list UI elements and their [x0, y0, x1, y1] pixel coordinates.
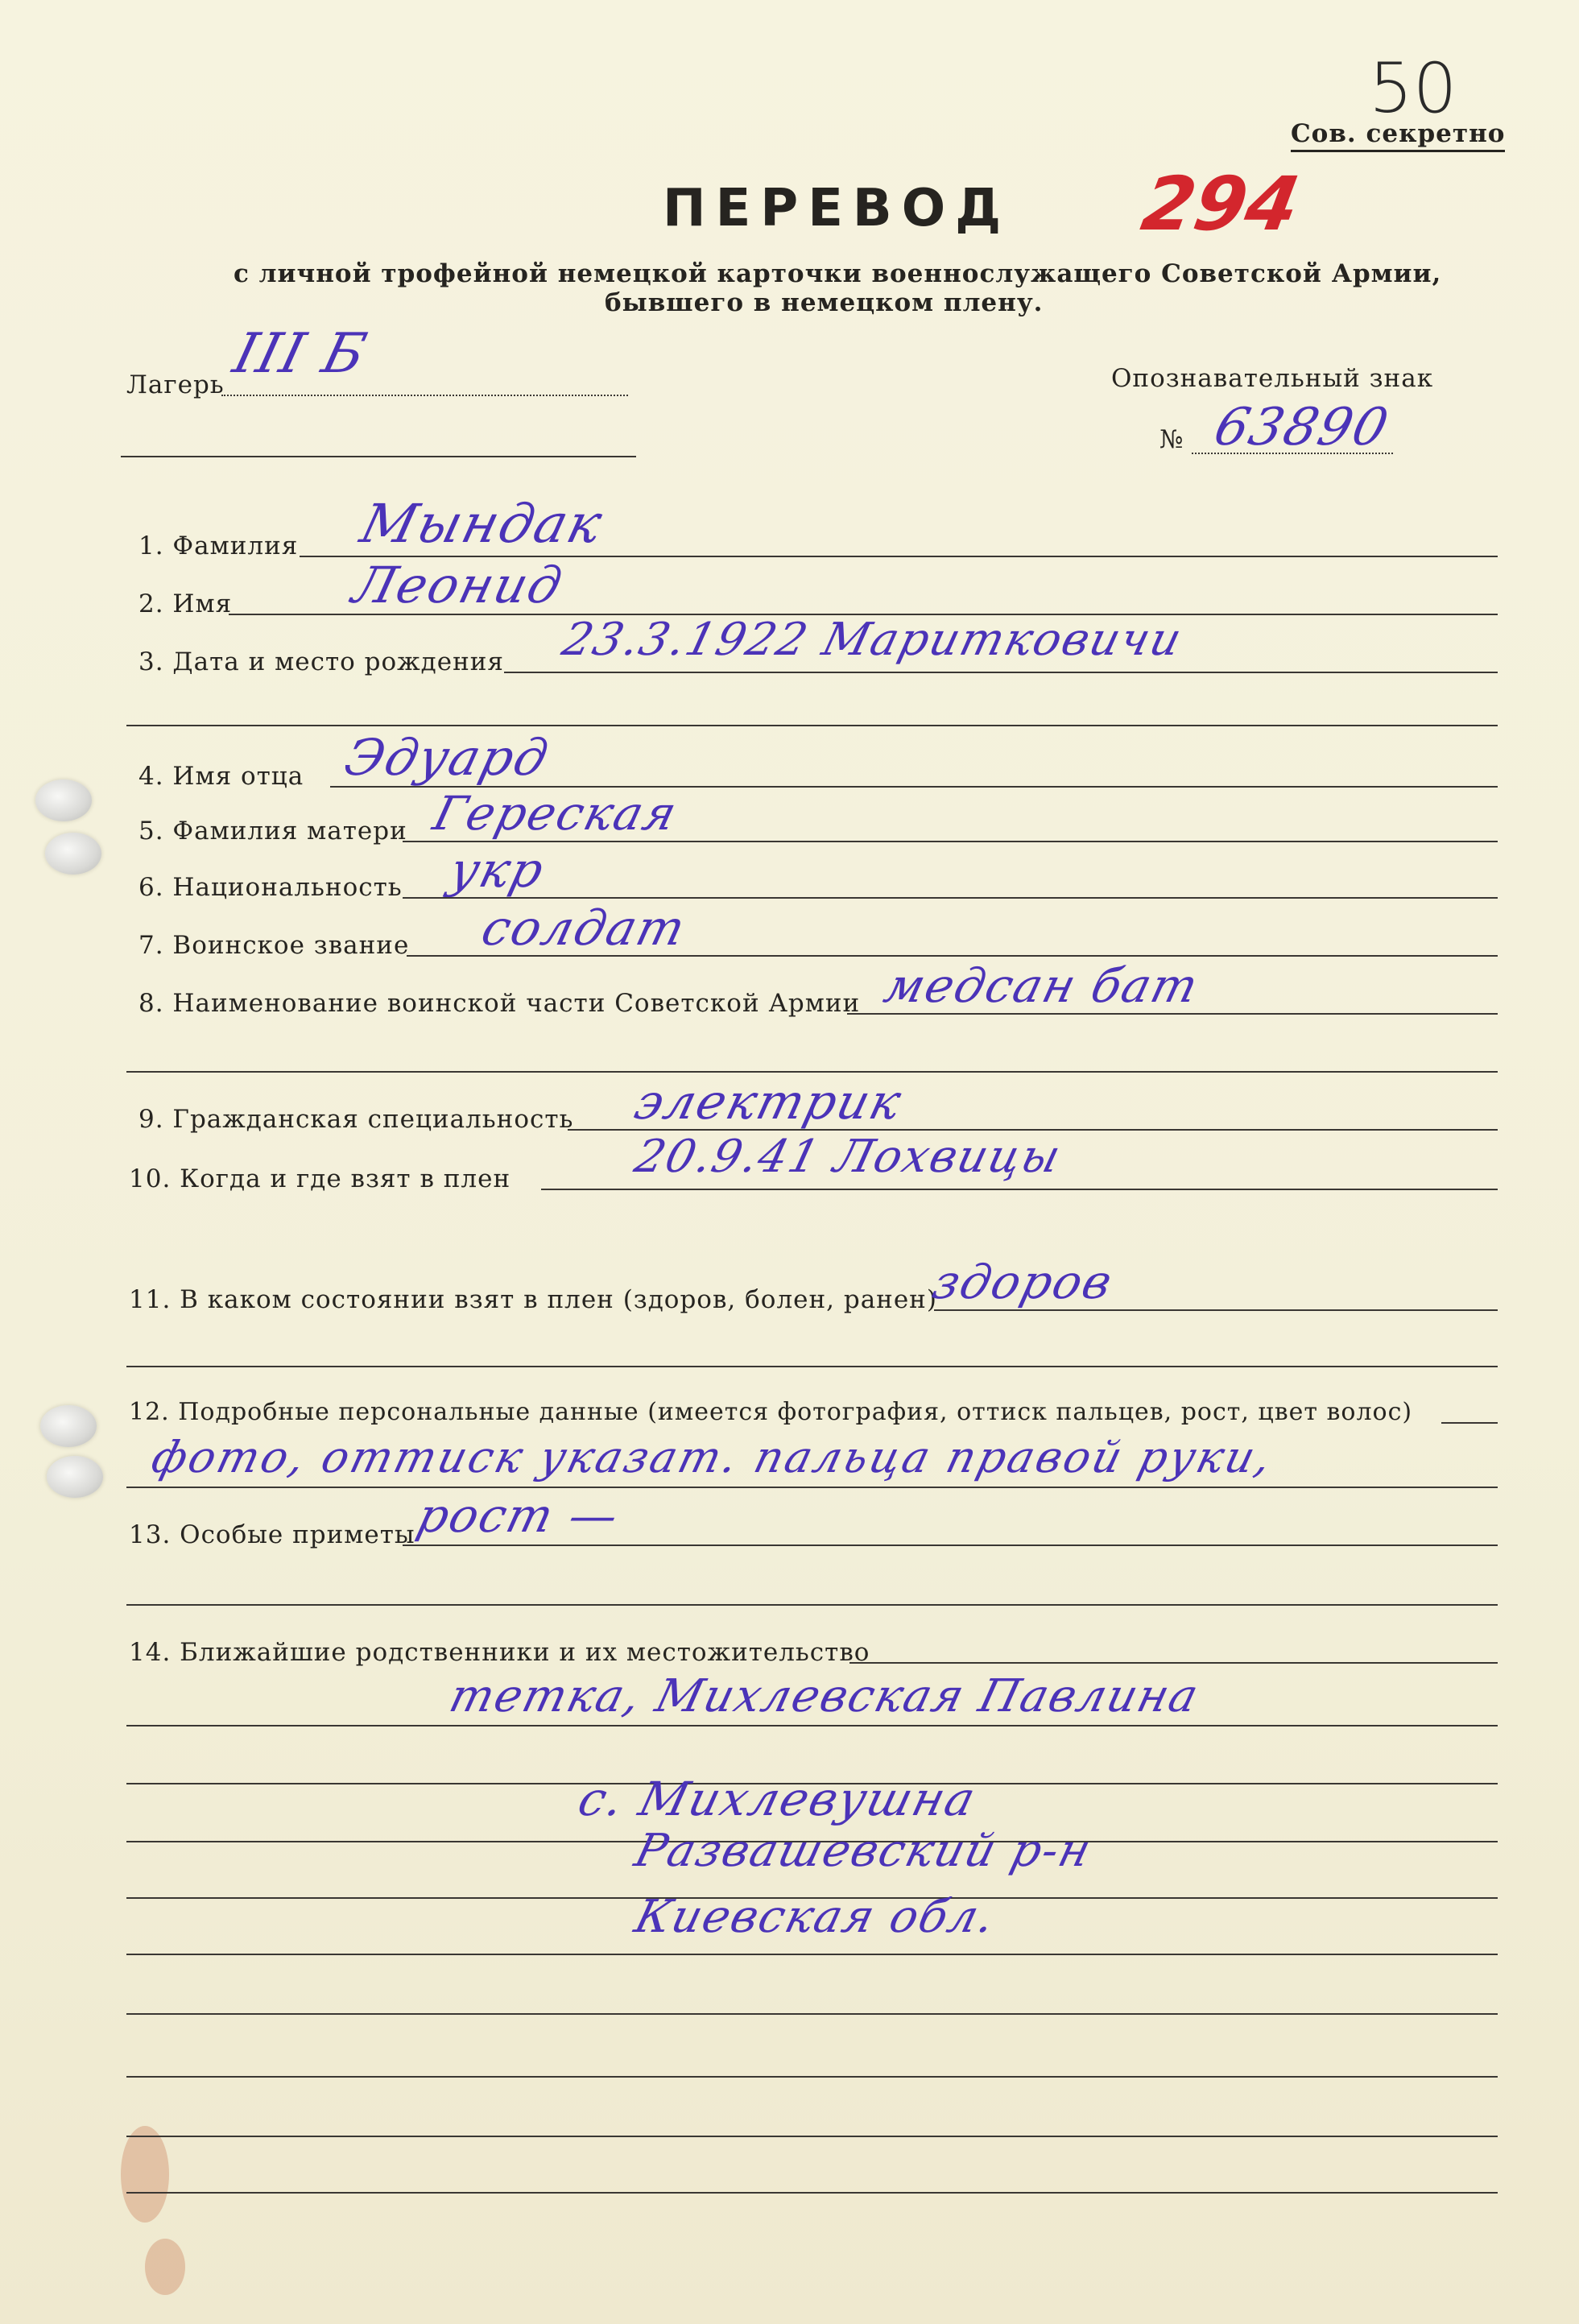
field-7-label: 7. Воинское звание: [138, 931, 410, 960]
field-3-extra-line: [126, 725, 1498, 726]
camp-extra-line: [121, 456, 636, 457]
field-13-extra-line: [126, 1604, 1498, 1606]
field-14-row-line: [126, 2136, 1498, 2137]
field-12-extra-line: [126, 1487, 1498, 1488]
camp-label: Лагерь: [126, 370, 225, 399]
field-13-line: [403, 1545, 1498, 1546]
field-1-value: Мындак: [354, 493, 610, 555]
page-number: 50: [1369, 48, 1457, 129]
field-5-line: [403, 841, 1498, 842]
field-7-line: [407, 955, 1498, 957]
field-12-label: 12. Подробные персональные данные (имеется фотография, оттиск пальцев, рост, цвет волос): [129, 1398, 1413, 1426]
field-11-line: [934, 1309, 1498, 1311]
punch-hole: [35, 779, 92, 821]
field-14-value-line1: тетка, Михлевская Павлина: [444, 1670, 1205, 1722]
field-5-value: Гереская: [428, 786, 684, 841]
field-8-extra-line: [126, 1071, 1498, 1073]
field-8-value: медсан бат: [878, 958, 1205, 1013]
field-14-value-line3: Развашевский р-н: [629, 1825, 1097, 1877]
field-3-line: [504, 672, 1498, 673]
field-6-label: 6. Национальность: [138, 873, 403, 902]
id-tag-line: [1192, 453, 1393, 454]
field-3-label: 3. Дата и место рождения: [138, 647, 504, 676]
rust-stain: [121, 2126, 169, 2223]
field-14-row-line: [126, 2192, 1498, 2194]
field-7-value: солдат: [476, 900, 692, 957]
field-9-value: электрик: [629, 1074, 908, 1131]
field-12-line: [1441, 1422, 1498, 1424]
field-12-value: фото, оттиск указат. пальца правой руки,: [147, 1432, 1279, 1482]
field-2-value: Леонид: [346, 556, 569, 614]
id-tag-label: Опознавательный знак: [1111, 364, 1434, 393]
punch-hole: [47, 1456, 103, 1498]
field-14-row-line: [126, 2013, 1498, 2015]
field-14-value-line4: Киевская обл.: [629, 1891, 1002, 1943]
field-14-row-line: [126, 1725, 1498, 1726]
field-11-label: 11. В каком состоянии взят в плен (здоров, болен, ранен): [129, 1285, 937, 1314]
document-title: ПЕРЕВОД: [663, 179, 1011, 238]
field-14-label: 14. Ближайшие родственники и их местожительство: [129, 1638, 870, 1667]
field-8-label: 8. Наименование воинской части Советской Армии: [138, 989, 861, 1018]
punch-hole: [45, 833, 101, 875]
camp-line: [221, 395, 628, 396]
field-14-row-line: [126, 1954, 1498, 1955]
field-10-value: 20.9.41 Лохвицы: [629, 1131, 1068, 1183]
field-11-extra-line: [126, 1366, 1498, 1367]
field-2-label: 2. Имя: [138, 589, 233, 618]
document-subtitle-line1: с личной трофейной немецкой карточки военнослужащего Советской Армии,: [234, 259, 1442, 288]
field-10-label: 10. Когда и где взят в плен: [129, 1164, 511, 1193]
rust-stain: [145, 2239, 185, 2295]
field-14-row-line: [126, 2076, 1498, 2078]
field-9-label: 9. Гражданская специальность: [138, 1105, 574, 1134]
field-11-value: здоров: [927, 1255, 1119, 1309]
field-10-line: [541, 1189, 1498, 1190]
field-4-value: Эдуард: [338, 728, 556, 787]
camp-value: III Б: [227, 322, 374, 386]
id-tag-value: 63890: [1208, 398, 1395, 457]
field-14-value-line2: с. Михлевушна: [572, 1772, 982, 1826]
id-tag-number-prefix: №: [1159, 425, 1184, 454]
field-1-label: 1. Фамилия: [138, 531, 299, 560]
field-5-label: 5. Фамилия матери: [138, 817, 407, 846]
field-14-line: [849, 1662, 1498, 1664]
punch-hole: [40, 1405, 97, 1447]
field-4-label: 4. Имя отца: [138, 762, 304, 791]
field-13-label: 13. Особые приметы: [129, 1520, 415, 1549]
classification-label: Сов. секретно: [1291, 119, 1505, 152]
field-6-line: [403, 897, 1498, 899]
red-archive-number: 294: [1135, 161, 1306, 247]
field-8-line: [847, 1013, 1498, 1015]
field-6-value: укр: [444, 842, 551, 899]
document-subtitle-line2: бывшего в немецком плену.: [605, 288, 1044, 317]
field-13-value: рост —: [411, 1488, 626, 1543]
field-3-value: 23.3.1922 Маритковичи: [556, 614, 1188, 666]
